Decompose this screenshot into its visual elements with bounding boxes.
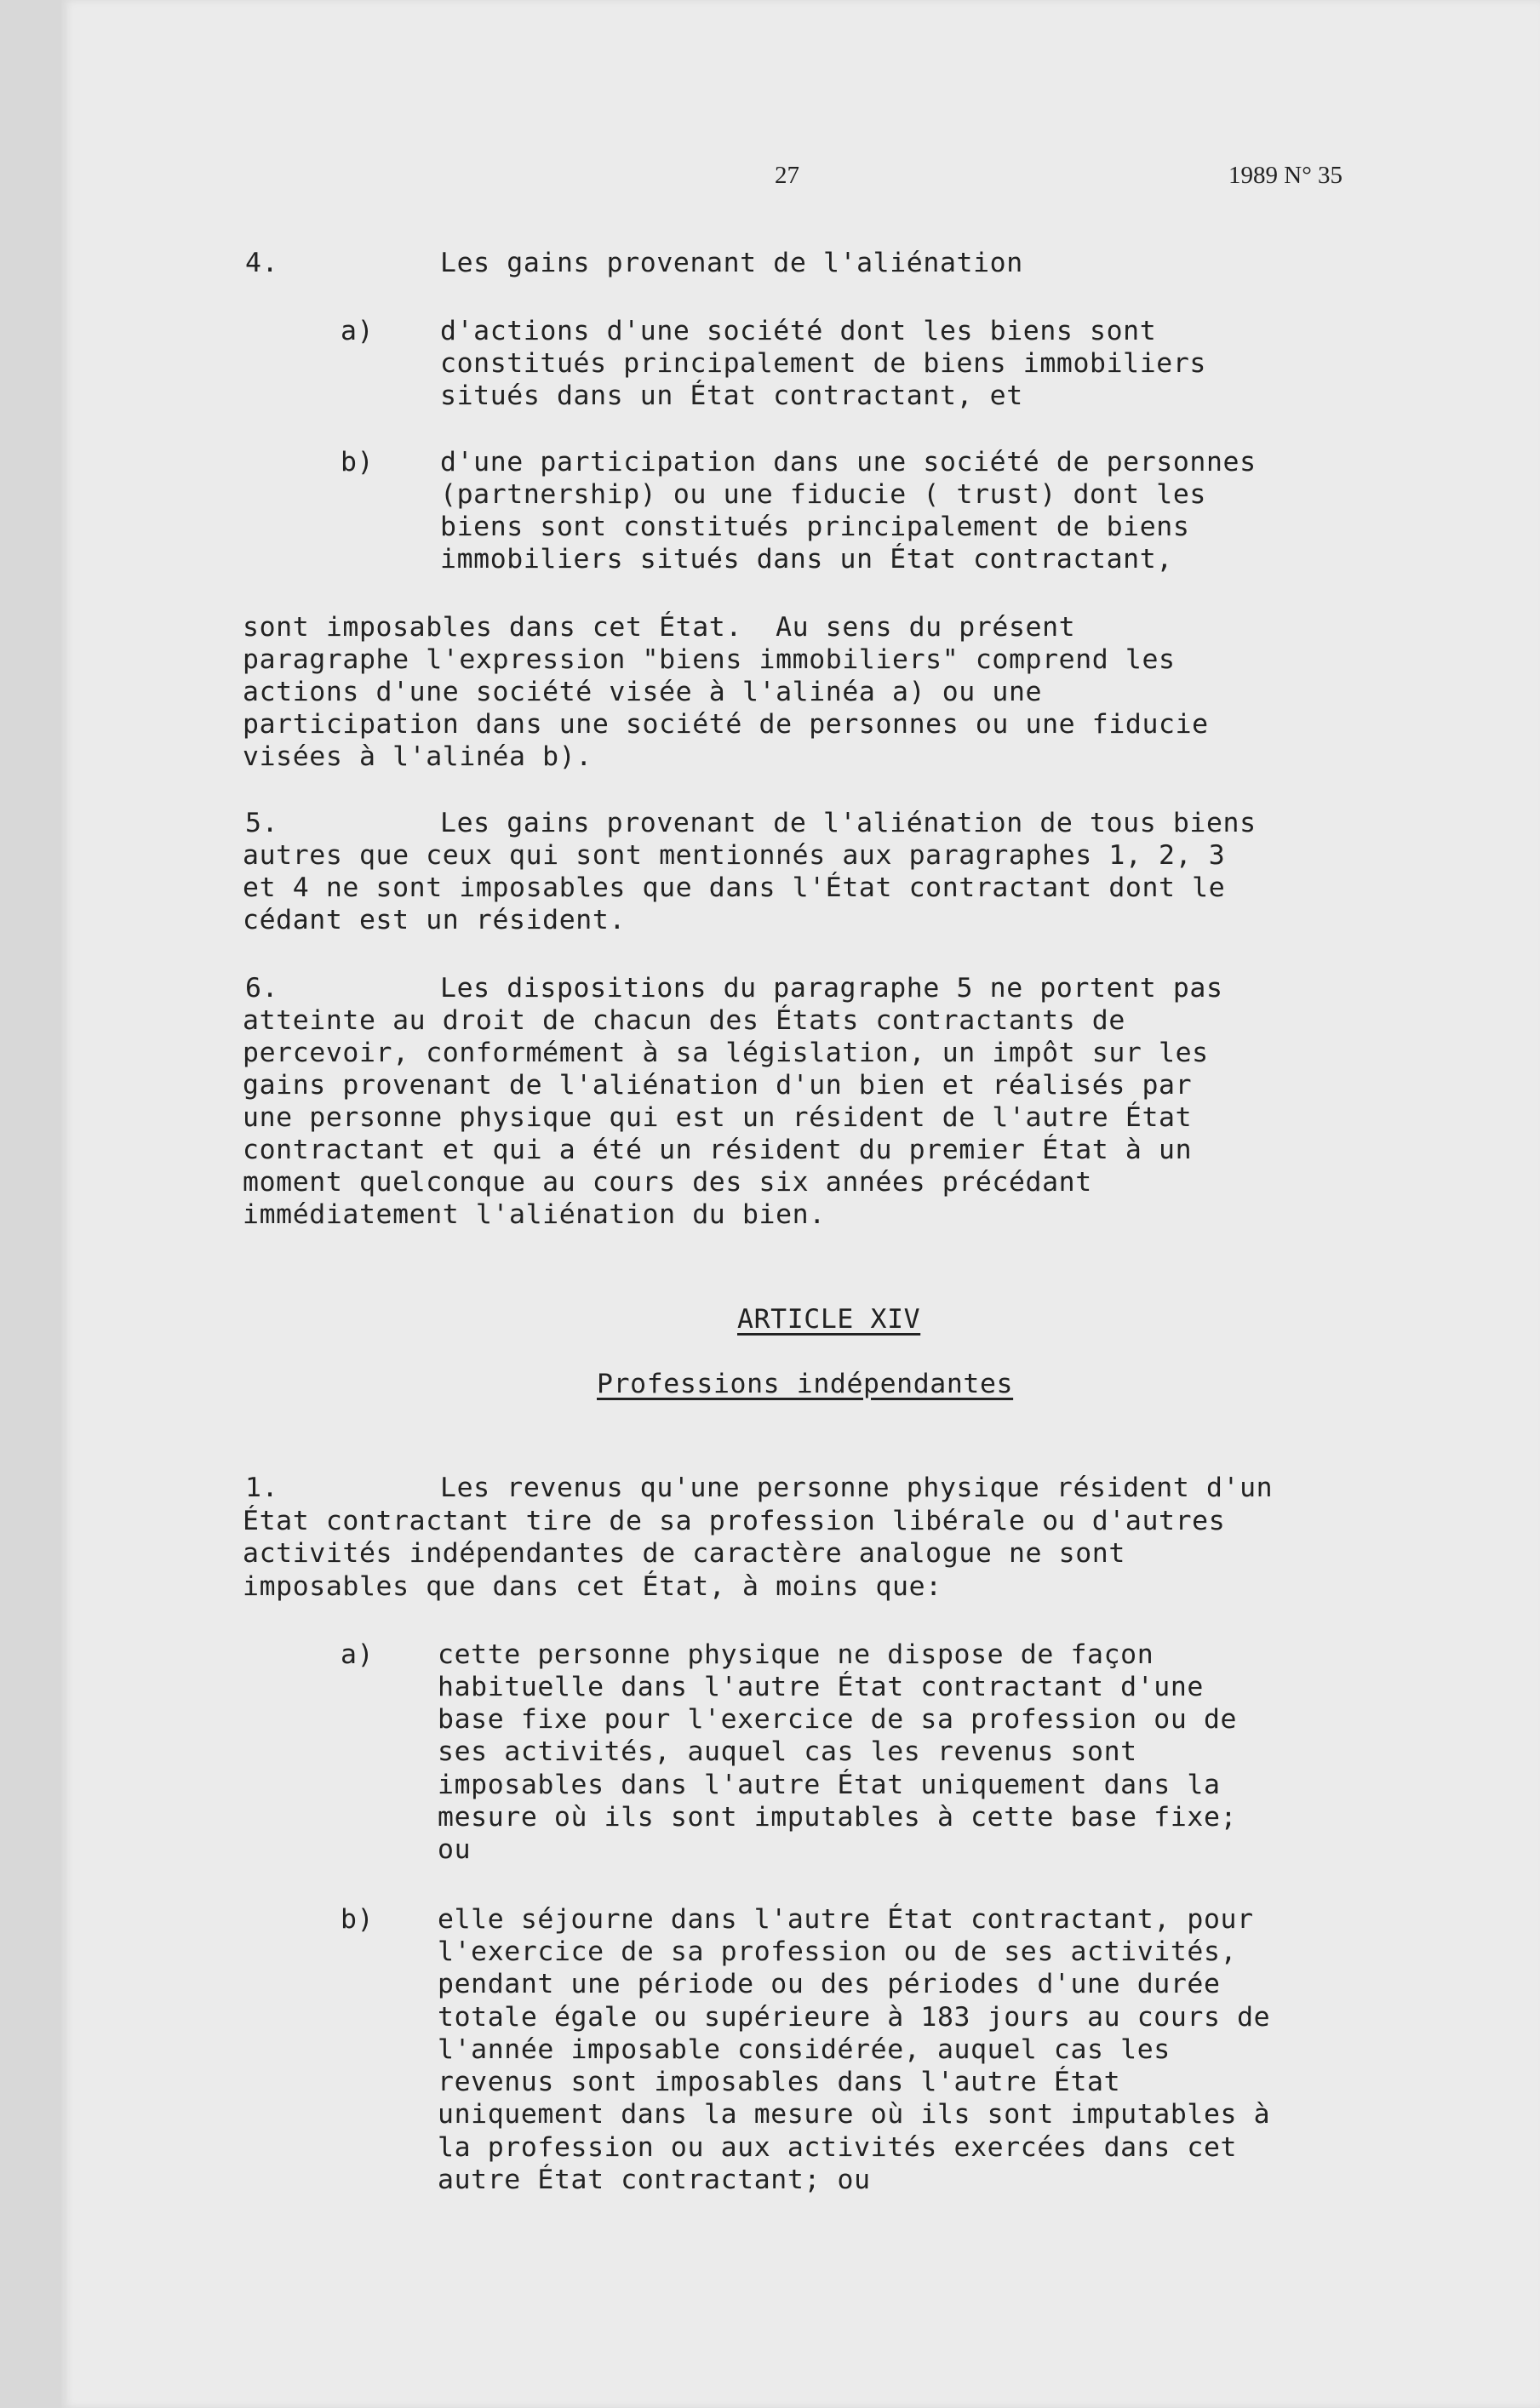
text-line: (partnership) ou une fiducie ( trust) dont les: [440, 479, 1206, 510]
text-line: Les revenus qu'une personne physique résident d'un: [440, 1473, 1274, 1503]
text-line: l'exercice de sa profession ou de ses activités,: [438, 1936, 1238, 1967]
item-label: b): [341, 1904, 375, 1935]
text-line: ou: [438, 1834, 472, 1865]
text-line: l'année imposable considérée, auquel cas les: [438, 2034, 1171, 2065]
text-line: percevoir, conformément à sa législation, un impôt sur les: [243, 1038, 1209, 1068]
text-line: biens sont constitués principalement de biens: [440, 512, 1190, 542]
text-line: cette personne physique ne dispose de façon: [438, 1639, 1154, 1670]
text-line: participation dans une société de personnes ou une fiducie: [243, 709, 1209, 740]
text-line: contractant et qui a été un résident du premier État à un: [243, 1135, 1193, 1165]
text-line: revenus sont imposables dans l'autre État: [438, 2067, 1121, 2097]
text-line: base fixe pour l'exercice de sa profession ou de: [438, 1704, 1238, 1735]
text-line: atteinte au droit de chacun des États contractants de: [243, 1005, 1125, 1036]
text-line: situés dans un État contractant, et: [440, 380, 1023, 411]
text-line: mesure où ils sont imputables à cette base fixe;: [438, 1802, 1238, 1833]
paragraph-number: 4.: [245, 248, 279, 278]
item-label: a): [341, 1639, 375, 1670]
text-line: constitués principalement de biens immobiliers: [440, 348, 1206, 379]
item-label: b): [341, 447, 375, 478]
text-line: habituelle dans l'autre État contractant d'une: [438, 1672, 1204, 1702]
text-line: immobiliers situés dans un État contractant,: [440, 544, 1173, 575]
text-line: ses activités, auquel cas les revenus sont: [438, 1736, 1137, 1767]
text-line: visées à l'alinéa b).: [243, 741, 593, 772]
text-line: d'actions d'une société dont les biens sont: [440, 316, 1157, 346]
text-line: actions d'une société visée à l'alinéa a) ou une: [243, 677, 1043, 707]
text-line: moment quelconque au cours des six années précédant: [243, 1167, 1092, 1198]
paragraph-number: 1.: [245, 1473, 279, 1503]
text-line: paragraphe l'expression "biens immobiliers" comprend les: [243, 644, 1176, 675]
text-line: une personne physique qui est un résident de l'autre État: [243, 1102, 1193, 1133]
text-line: uniquement dans la mesure où ils sont imputables à: [438, 2099, 1271, 2130]
text-line: imposables que dans cet État, à moins que:: [243, 1571, 942, 1602]
text-line: Les dispositions du paragraphe 5 ne portent pas: [440, 973, 1223, 1004]
text-line: elle séjourne dans l'autre État contractant, pour: [438, 1904, 1254, 1935]
paragraph-intro: Les gains provenant de l'aliénation: [440, 248, 1023, 278]
page-number: 27: [775, 162, 799, 189]
item-label: a): [341, 316, 375, 346]
text-line: Les gains provenant de l'aliénation de tous biens: [440, 808, 1257, 838]
paragraph-number: 5.: [245, 808, 279, 838]
text-line: imposables dans l'autre État uniquement dans la: [438, 1770, 1221, 1800]
text-line: activités indépendantes de caractère analogue ne sont: [243, 1538, 1125, 1569]
text-line: immédiatement l'aliénation du bien.: [243, 1199, 826, 1230]
article-title: ARTICLE XIV: [737, 1304, 921, 1335]
text-line: autres que ceux qui sont mentionnés aux paragraphes 1, 2, 3: [243, 840, 1226, 871]
text-line: d'une participation dans une société de personnes: [440, 447, 1257, 478]
text-line: sont imposables dans cet État. Au sens du présent: [243, 612, 1076, 643]
text-line: la profession ou aux activités exercées dans cet: [438, 2132, 1238, 2163]
text-line: État contractant tire de sa profession libérale ou d'autres: [243, 1506, 1226, 1536]
article-subtitle: Professions indépendantes: [597, 1369, 1014, 1399]
text-line: pendant une période ou des périodes d'une durée: [438, 1969, 1221, 1999]
text-line: gains provenant de l'aliénation d'un bien et réalisés par: [243, 1070, 1193, 1101]
text-line: totale égale ou supérieure à 183 jours au cours de: [438, 2002, 1271, 2033]
text-line: cédant est un résident.: [243, 905, 626, 935]
text-line: et 4 ne sont imposables que dans l'État contractant dont le: [243, 872, 1226, 903]
paragraph-number: 6.: [245, 973, 279, 1004]
document-reference: 1989 N° 35: [1228, 162, 1343, 189]
text-line: autre État contractant; ou: [438, 2165, 871, 2195]
